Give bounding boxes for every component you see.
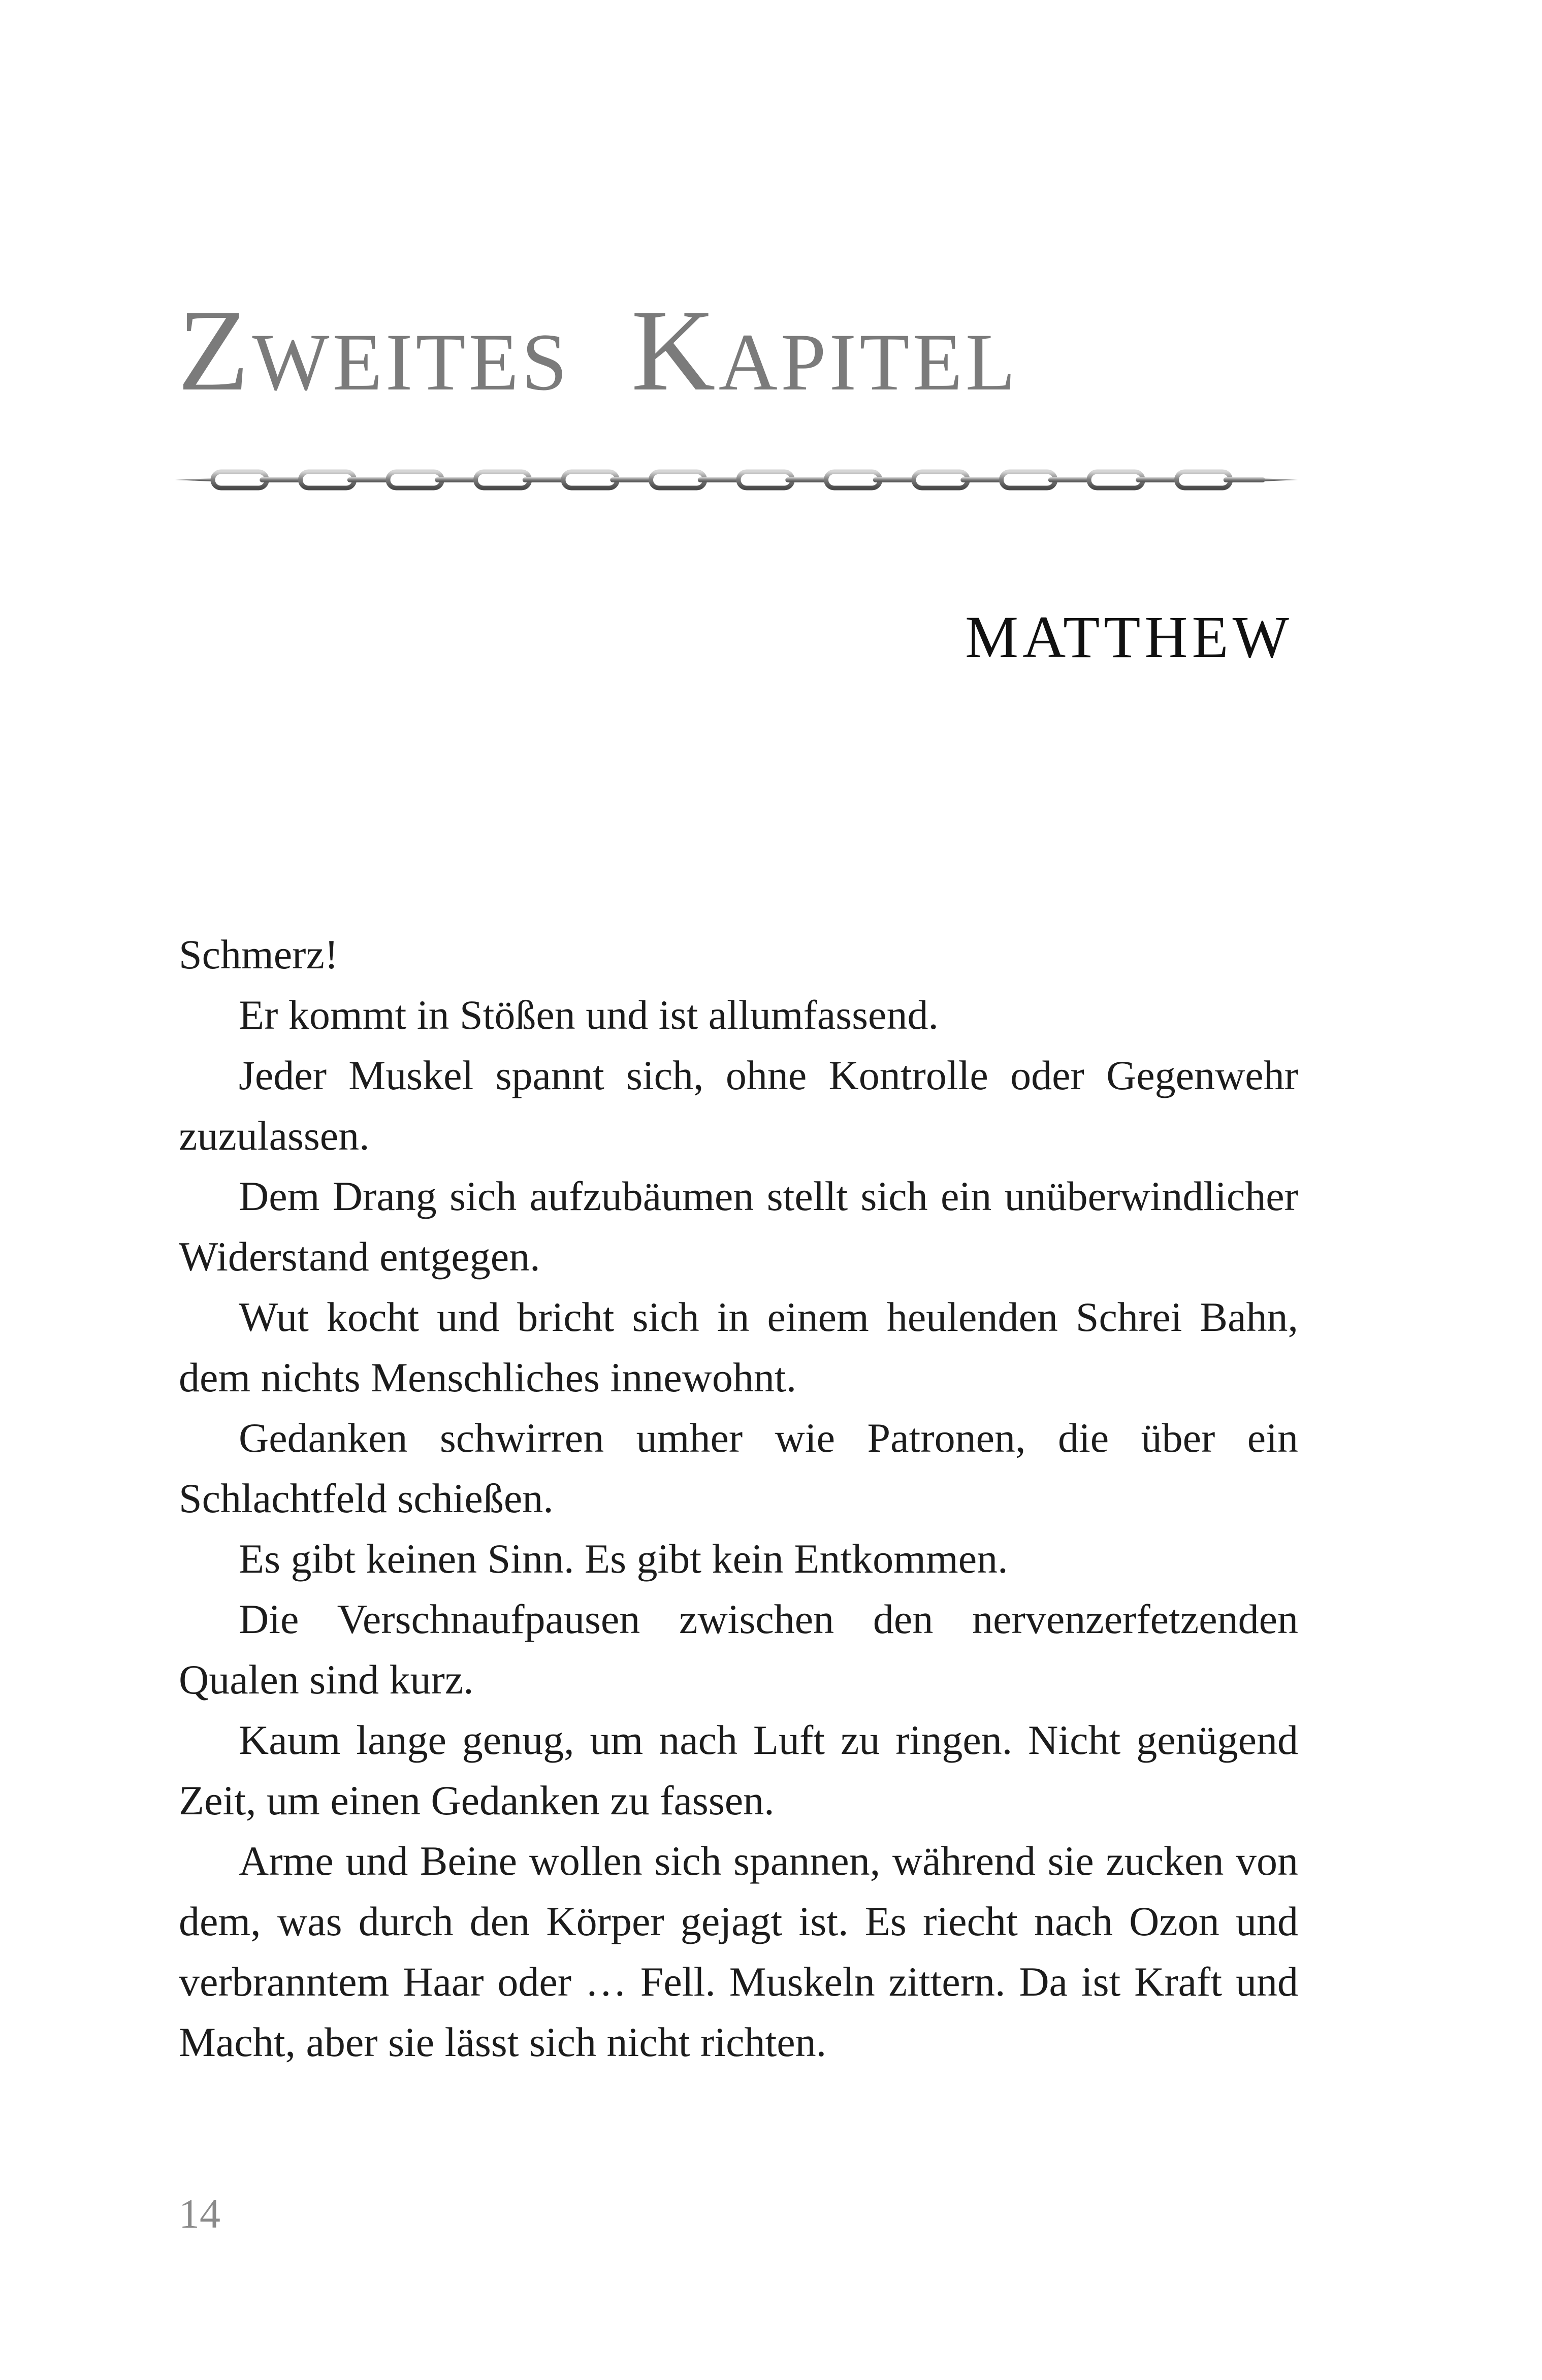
- chain-link-side: [1224, 477, 1265, 482]
- chain-link: [1177, 472, 1231, 488]
- chain-link: [1089, 472, 1143, 488]
- paragraph: Gedanken schwirren umher wie Patronen, die über ein Schlachtfeld schießen.: [179, 1415, 1298, 1521]
- paragraph: Schmerz!: [179, 931, 339, 977]
- pov-character-name: MATTHEW: [965, 604, 1293, 670]
- paragraph: Die Verschnaufpausen zwischen den nervenzerfetzenden Qualen sind kurz.: [179, 1596, 1298, 1703]
- chain-divider-icon: [175, 465, 1298, 495]
- paragraph: Arme und Beine wollen sich spannen, während sie zucken von dem, was durch den Körper gejagt ist. Es riecht nach Ozon und verbranntem Haar oder … Fell. Muskeln zittern. Da ist Kraft und Macht, aber sie lässt sich nicht richten.: [179, 1838, 1298, 2065]
- chain-link-side: [523, 477, 564, 482]
- paragraph: Er kommt in Stößen und ist allumfassend.: [239, 992, 939, 1038]
- chain-link-side: [873, 477, 915, 482]
- chain-link-side: [347, 477, 389, 482]
- chain-link: [738, 472, 792, 488]
- chain-link: [914, 472, 968, 488]
- chain-link-side: [785, 477, 827, 482]
- chain-link-side: [1136, 477, 1177, 482]
- page-number: 14: [179, 2191, 220, 2237]
- paragraph: Es gibt keinen Sinn. Es gibt kein Entkommen.: [239, 1536, 1008, 1582]
- chain-link: [213, 472, 267, 488]
- paragraph: Dem Drang sich aufzubäumen stellt sich ein unüberwindlicher Widerstand entgegen.: [179, 1173, 1298, 1280]
- chain-link-side: [610, 477, 652, 482]
- chain-link: [388, 472, 442, 488]
- chapter-body-text: [179, 924, 1298, 2072]
- chain-link: [826, 472, 880, 488]
- chain-link-side: [260, 477, 301, 482]
- chain-link-side: [960, 477, 1002, 482]
- chain-link: [651, 472, 705, 488]
- chain-link: [1002, 472, 1055, 488]
- chain-link: [476, 472, 530, 488]
- chain-link-side: [435, 477, 476, 482]
- chapter-title-word-1: Zweites: [178, 285, 570, 415]
- paragraph: Kaum lange genug, um nach Luft zu ringen. Nicht genügend Zeit, um einen Gedanken zu fassen.: [179, 1717, 1298, 1823]
- chapter-title-word-2: Kapitel: [631, 285, 1019, 415]
- chain-link-side: [698, 477, 740, 482]
- chain-link-side: [1048, 477, 1090, 482]
- paragraph: Jeder Muskel spannt sich, ohne Kontrolle oder Gegenwehr zuzulassen.: [179, 1052, 1298, 1159]
- chain-link: [301, 472, 355, 488]
- chain-link: [563, 472, 617, 488]
- chapter-title: [178, 284, 1321, 416]
- paragraph: Wut kocht und bricht sich in einem heulenden Schrei Bahn, dem nichts Menschliches innewohnt.: [179, 1294, 1298, 1400]
